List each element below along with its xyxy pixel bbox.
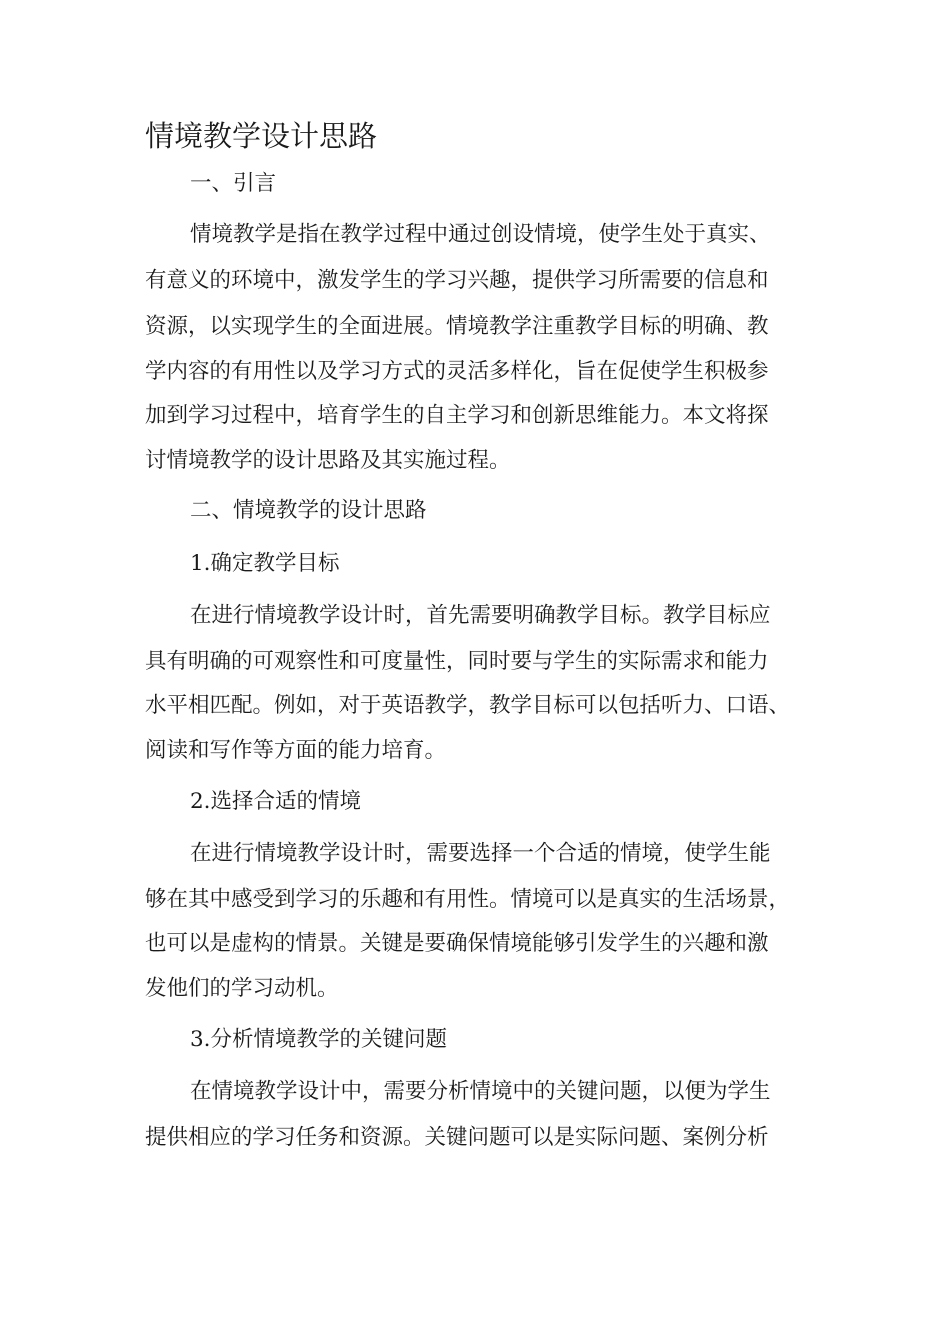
subheading-determine-goals: 1.确定教学目标: [190, 551, 340, 576]
paragraph-line: 情境教学是指在教学过程中通过创设情境，使学生处于真实、: [190, 222, 771, 247]
paragraph-line: 够在其中感受到学习的乐趣和有用性。情境可以是真实的生活场景，: [145, 887, 791, 912]
subheading-analyze-key-issues: 3.分析情境教学的关键问题: [190, 1027, 448, 1052]
paragraph-line: 学内容的有用性以及学习方式的灵活多样化，旨在促使学生积极参: [145, 359, 769, 384]
section-heading-introduction: 一、引言: [190, 171, 277, 196]
paragraph-line: 阅读和写作等方面的能力培育。: [145, 738, 447, 763]
paragraph-line: 加到学习过程中，培育学生的自主学习和创新思维能力。本文将探: [145, 403, 769, 428]
paragraph-line: 有意义的环境中，激发学生的学习兴趣，提供学习所需要的信息和: [145, 268, 769, 293]
paragraph-line: 具有明确的可观察性和可度量性，同时要与学生的实际需求和能力: [145, 649, 769, 674]
paragraph-line: 在进行情境教学设计时，需要选择一个合适的情境，使学生能: [190, 841, 771, 866]
paragraph-line: 发他们的学习动机。: [145, 976, 339, 1001]
paragraph-line: 讨情境教学的设计思路及其实施过程。: [145, 448, 511, 473]
document-title: 情境教学设计思路: [145, 119, 378, 153]
paragraph-line: 水平相匹配。例如，对于英语教学，教学目标可以包括听力、口语、: [145, 693, 791, 718]
section-heading-design-approach: 二、情境教学的设计思路: [190, 498, 427, 523]
paragraph-line: 也可以是虚构的情景。关键是要确保情境能够引发学生的兴趣和激: [145, 931, 769, 956]
subheading-choose-context: 2.选择合适的情境: [190, 789, 362, 814]
paragraph-line: 提供相应的学习任务和资源。关键问题可以是实际问题、案例分析: [145, 1125, 769, 1150]
paragraph-line: 在情境教学设计中，需要分析情境中的关键问题，以便为学生: [190, 1079, 771, 1104]
paragraph-line: 在进行情境教学设计时，首先需要明确教学目标。教学目标应: [190, 603, 771, 628]
paragraph-line: 资源，以实现学生的全面进展。情境教学注重教学目标的明确、教: [145, 314, 769, 339]
